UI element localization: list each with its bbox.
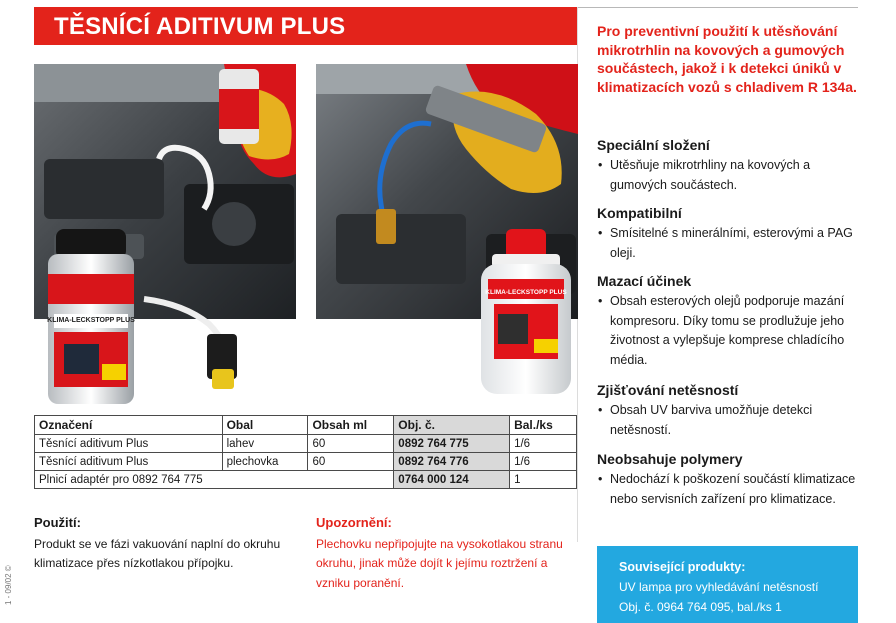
section-bullet: • Obsah esterových olejů podporuje mazání kompresoru. Díky tomu se prodlužuje jeho životnost a vylepšuje komprese chladícího média. [597,292,867,370]
related-line-1: UV lampa pro vyhledávání netěsností [619,580,819,594]
product-table [34,415,577,489]
table-row [35,435,577,453]
bottle-label: KLIMA-LECKSTOPP PLUS [485,289,567,296]
section-bullet: • Smísitelné s minerálními, esterovými a PAG oleji. [597,224,867,263]
related-products-box [597,546,858,623]
section-compatible [597,205,867,263]
related-heading: Související produkty: [619,560,746,574]
bottle-photo-illustration [316,64,578,404]
table-cell: 1/6 [510,435,577,453]
side-code: 1 - 09/02 © [4,565,13,605]
table-row [35,453,577,471]
table-row [35,471,577,489]
section-special-composition [597,137,867,195]
section-heading: Speciální složení [597,137,710,153]
table-header: Bal./ks [510,416,577,435]
table-header: Obal [222,416,308,435]
header-rule [577,7,858,8]
related-line-2: Obj. č. 0964 764 095, bal./ks 1 [619,600,782,614]
table-cell: 0892 764 775 [394,435,510,453]
table-cell: 60 [308,435,394,453]
product-photo-bottle [316,64,578,404]
usage-heading: Použití: [34,515,81,530]
section-bullet: • Obsah UV barviva umožňuje detekci netěsností. [597,401,867,440]
section-heading: Neobsahuje polymery [597,451,743,467]
usage-text: Produkt se ve fázi vakuování naplní do okruhu klimatizace přes nízkotlakou přípojku. [34,536,281,570]
table-header: Obj. č. [394,416,510,435]
table-cell: 1 [510,471,577,489]
table-cell: Plnicí adaptér pro 0892 764 775 [35,471,394,489]
usage-note [34,513,299,574]
table-cell: 0892 764 776 [394,453,510,471]
table-cell: Těsnící aditivum Plus [35,453,223,471]
warning-text: Plechovku nepřipojujte na vysokotlakou stranu okruhu, jinak může dojít k jejímu roztržení a vzniku poranění. [316,536,563,590]
section-no-polymers [597,451,867,509]
table-cell: lahev [222,435,308,453]
table-cell: 0764 000 124 [394,471,510,489]
product-photo-can [34,64,296,404]
title-bar [34,7,577,45]
can-label: KLIMA-LECKSTOPP PLUS [47,317,135,324]
table-header-row [35,416,577,435]
table-cell: 60 [308,453,394,471]
table-cell: 1/6 [510,453,577,471]
warning-note [316,513,571,593]
table-header: Obsah ml [308,416,394,435]
section-bullet: • Nedochází k poškození součástí klimatizace nebo servisních zařízení pro klimatizace. [597,470,867,509]
page-title: TĚSNÍCÍ ADITIVUM PLUS [54,13,346,40]
table-header: Označení [35,416,223,435]
section-heading: Kompatibilní [597,205,682,221]
table-cell: plechovka [222,453,308,471]
section-lubrication [597,273,867,370]
section-heading: Zjišťování netěsností [597,382,739,398]
section-bullet: • Utěsňuje mikrotrhliny na kovových a gumových součástech. [597,156,867,195]
warning-heading: Upozornění: [316,515,392,530]
can-photo-illustration [34,64,296,404]
table-cell: Těsnící aditivum Plus [35,435,223,453]
section-heading: Mazací účinek [597,273,692,289]
section-leak-detection [597,382,867,440]
intro-text: Pro preventivní použití k utěsňování mikrotrhlin na kovových a gumových součástech, jakož i k detekci úniků v klimatizacích vozů s chladivem R 134a. [597,23,857,95]
